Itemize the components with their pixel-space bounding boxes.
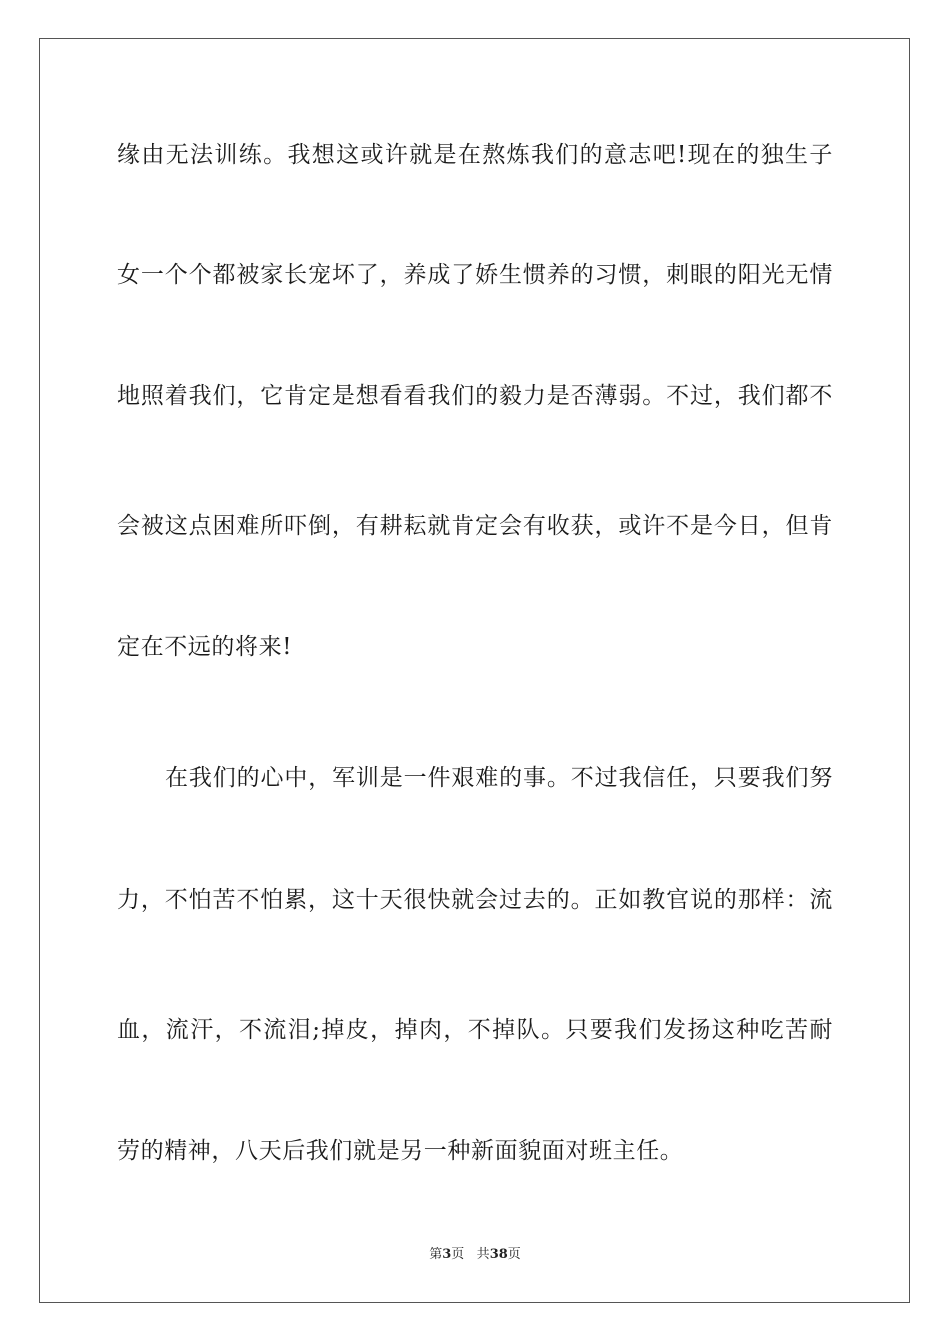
text-line-3: 地照着我们，它肯定是想看看我们的毅力是否薄弱。不过，我们都不 — [117, 383, 833, 409]
text-line-2: 女一个个都被家长宠坏了，养成了娇生惯养的习惯，刺眼的阳光无情 — [117, 262, 833, 288]
text-line-4: 会被这点困难所吓倒，有耕耘就肯定会有收获，或许不是今日，但肯 — [117, 513, 833, 539]
footer-page-number: 3 — [442, 1247, 452, 1262]
footer-total-suffix: 页 — [507, 1247, 521, 1262]
text-line-5: 定在不远的将来! — [117, 634, 293, 660]
page-footer — [0, 1247, 950, 1263]
footer-total-prefix: 共 — [476, 1247, 490, 1262]
text-line-1: 缘由无法训练。我想这或许就是在熬炼我们的意志吧!现在的独生子 — [117, 142, 833, 168]
page-border — [39, 38, 910, 1303]
footer-page-suffix: 页 — [451, 1247, 465, 1262]
footer-total-pages: 38 — [489, 1247, 508, 1262]
text-line-7: 力，不怕苦不怕累，这十天很快就会过去的。正如教官说的那样：流 — [117, 887, 833, 913]
text-line-8: 血，流汗，不流泪;掉皮，掉肉，不掉队。只要我们发扬这种吃苦耐 — [117, 1017, 833, 1043]
footer-page-prefix: 第 — [429, 1247, 443, 1262]
text-line-9: 劳的精神，八天后我们就是另一种新面貌面对班主任。 — [117, 1138, 684, 1164]
paragraph-start-line: 在我们的心中，军训是一件艰难的事。不过我信任，只要我们努 — [165, 765, 833, 791]
